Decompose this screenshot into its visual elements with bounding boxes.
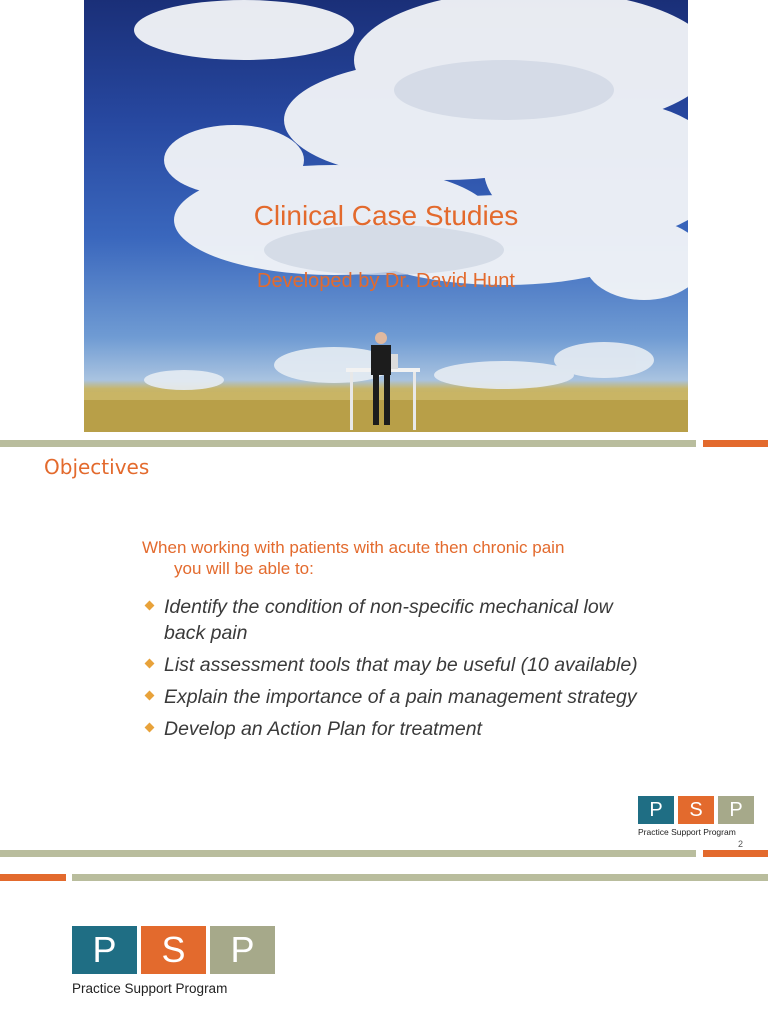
logo-letter: S: [141, 926, 206, 974]
objectives-heading: Objectives: [44, 455, 150, 479]
logo-letter: S: [678, 796, 714, 824]
divider-bar-grey: [72, 874, 768, 881]
intro-line-1: When working with patients with acute then chronic pain: [142, 538, 565, 557]
bullet-diamond-icon: [145, 723, 155, 733]
divider-bar-orange: [0, 874, 66, 881]
logo-letter: P: [72, 926, 137, 974]
list-item: List assessment tools that may be useful (10 available): [144, 652, 644, 678]
list-item: Identify the condition of non-specific mechanical low back pain: [144, 594, 644, 646]
objectives-list: [144, 594, 644, 748]
objectives-intro: [142, 537, 642, 579]
divider-bar-orange: [703, 850, 768, 857]
bullet-diamond-icon: [145, 601, 155, 611]
psp-logo-large: [72, 926, 279, 996]
divider-bar-orange: [703, 440, 768, 447]
psp-logo-small: [638, 796, 758, 837]
slide-title: Clinical Case Studies: [253, 200, 519, 231]
slide-subtitle: Developed by Dr. David Hunt: [257, 270, 515, 292]
list-item: Develop an Action Plan for treatment: [144, 716, 644, 742]
logo-letter: P: [210, 926, 275, 974]
intro-line-2: you will be able to:: [174, 559, 314, 578]
logo-letter: P: [718, 796, 754, 824]
divider-bar-grey: [0, 440, 696, 447]
divider-bar-grey: [0, 850, 696, 857]
logo-caption: Practice Support Program: [638, 827, 736, 837]
logo-caption: Practice Support Program: [72, 981, 228, 996]
bullet-diamond-icon: [145, 691, 155, 701]
page-number: 2: [738, 839, 744, 849]
bullet-diamond-icon: [145, 659, 155, 669]
title-slide: [0, 0, 768, 440]
list-item: Explain the importance of a pain management strategy: [144, 684, 644, 710]
logo-letter: P: [638, 796, 674, 824]
